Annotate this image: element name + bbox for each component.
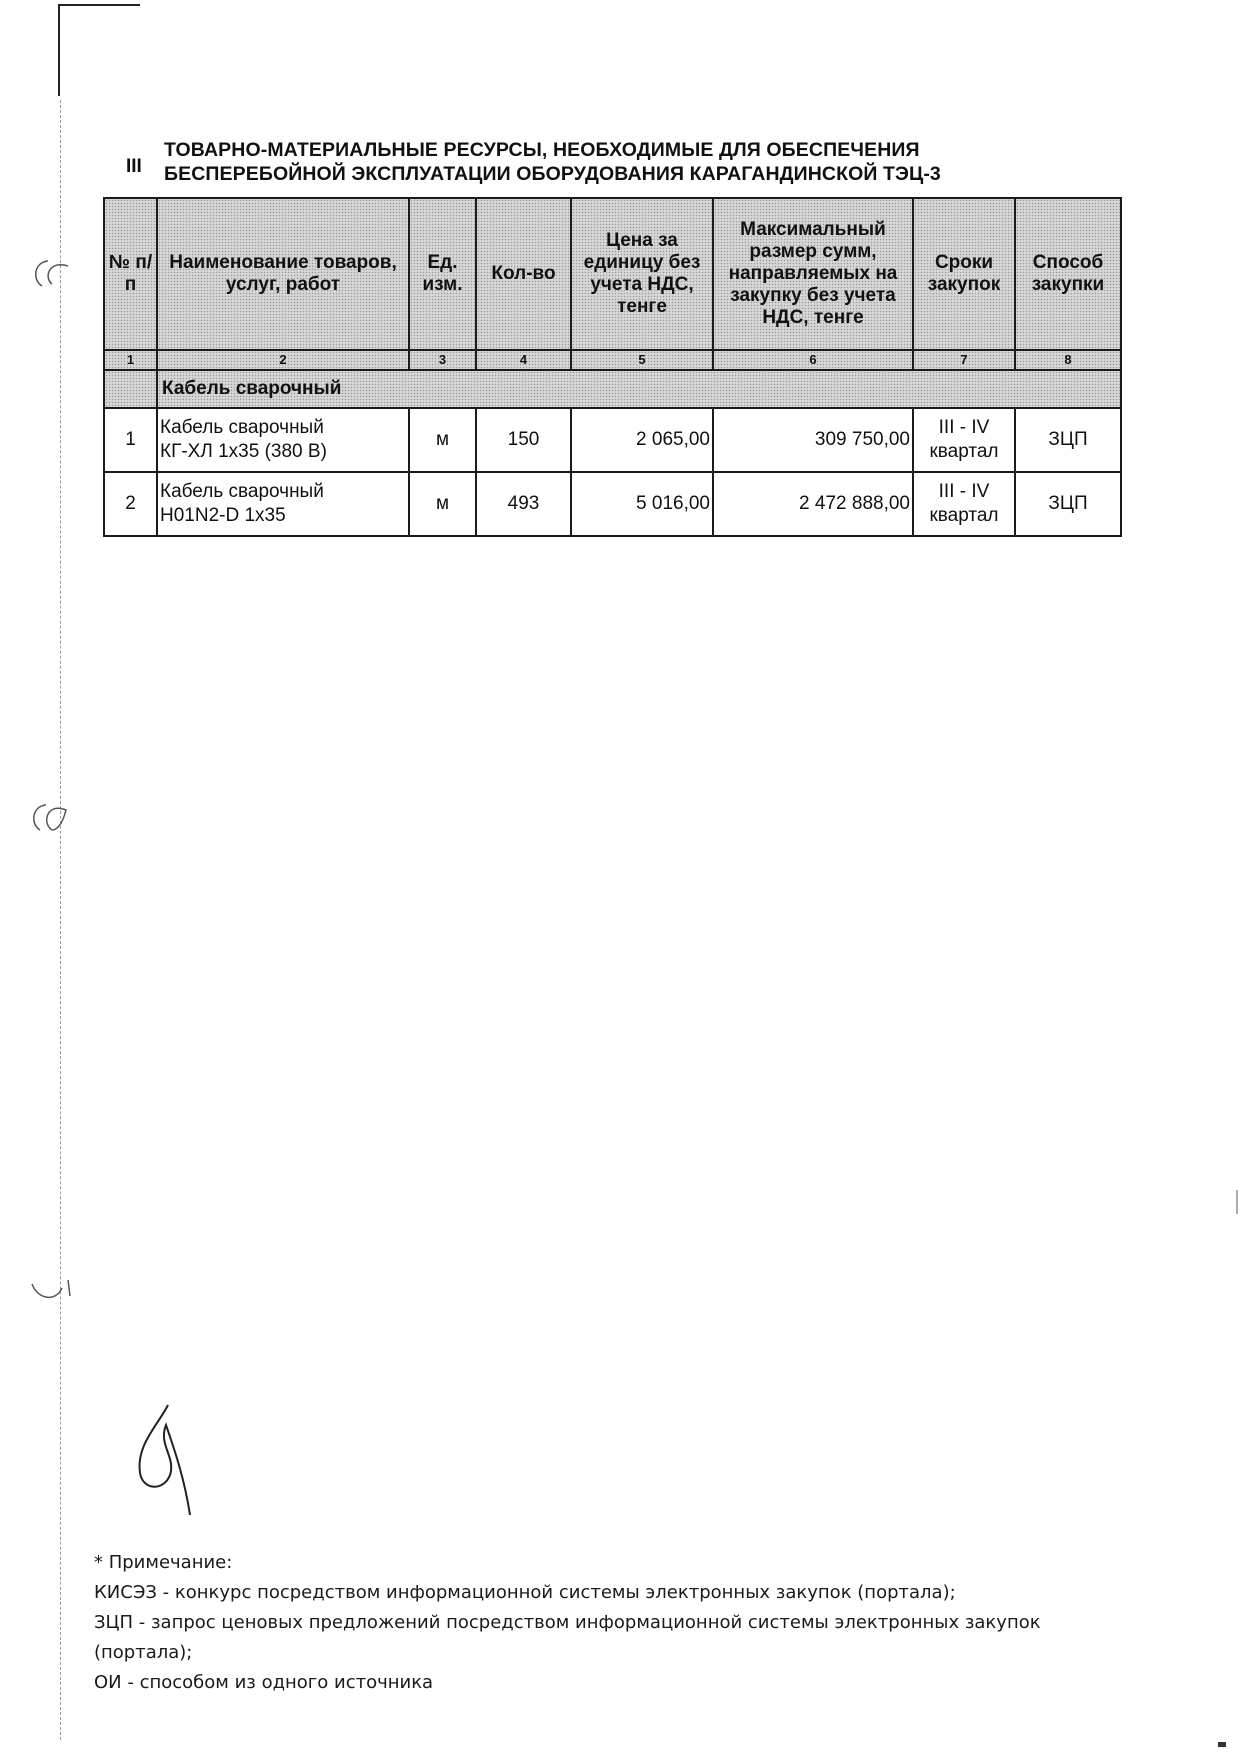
table-header-row <box>104 198 1121 350</box>
punch-hole-mark <box>28 256 76 292</box>
table-row <box>104 408 1121 472</box>
section-title <box>164 138 1118 186</box>
notes-block <box>94 1548 1154 1698</box>
row-unit-price: 2 065,00 <box>571 408 713 472</box>
row-unit-price: 5 016,00 <box>571 472 713 536</box>
row-period <box>913 408 1015 472</box>
row-name-line2: H01N2-D 1х35 <box>160 505 286 526</box>
row-period-line1: III - IV <box>938 417 990 438</box>
row-max-amount: 2 472 888,00 <box>713 472 913 536</box>
row-unit: м <box>409 472 476 536</box>
note-zcp-cont: (портала); <box>94 1642 193 1663</box>
row-period <box>913 472 1015 536</box>
row-name-line2: КГ-ХЛ 1х35 (380 В) <box>160 441 327 462</box>
row-method: ЗЦП <box>1015 472 1121 536</box>
row-quantity: 150 <box>476 408 571 472</box>
header-name: Наименование товаров, услуг, работ <box>157 198 409 350</box>
group-spacer <box>104 370 157 408</box>
header-quantity: Кол-во <box>476 198 571 350</box>
column-number-row <box>104 350 1121 370</box>
notes-heading: * Примечание: <box>94 1552 233 1573</box>
column-number: 2 <box>157 350 409 370</box>
goods-table <box>103 197 1122 537</box>
row-number: 2 <box>104 472 157 536</box>
row-name-line1: Кабель сварочный <box>160 417 324 438</box>
section-title-line1: ТОВАРНО-МАТЕРИАЛЬНЫЕ РЕСУРСЫ, НЕОБХОДИМЫЕ ДЛЯ ОБЕСПЕЧЕНИЯ <box>164 139 920 161</box>
row-method: ЗЦП <box>1015 408 1121 472</box>
punch-hole-mark <box>28 1274 76 1310</box>
header-method: Способ закупки <box>1015 198 1121 350</box>
header-period: Сроки закупок <box>913 198 1015 350</box>
header-unit: Ед. изм. <box>409 198 476 350</box>
row-max-amount: 309 750,00 <box>713 408 913 472</box>
column-number: 1 <box>104 350 157 370</box>
row-period-line1: III - IV <box>938 481 990 502</box>
scan-speck <box>1218 1742 1226 1747</box>
section-title-line2: БЕСПЕРЕБОЙНОЙ ЭКСПЛУАТАЦИИ ОБОРУДОВАНИЯ КАРАГАНДИНСКОЙ ТЭЦ-3 <box>164 163 941 185</box>
section-number: III <box>126 156 142 177</box>
header-number: № п/п <box>104 198 157 350</box>
row-period-line2: квартал <box>929 441 999 462</box>
row-name <box>157 408 409 472</box>
note-kisez: КИСЭЗ - конкурс посредством информационной системы электронных закупок (портала); <box>94 1582 956 1603</box>
column-number: 6 <box>713 350 913 370</box>
note-zcp: ЗЦП - запрос ценовых предложений посредством информационной системы электронных закупок <box>94 1612 1041 1633</box>
binding-edge <box>60 100 61 1740</box>
note-oi: ОИ - способом из одного источника <box>94 1672 434 1693</box>
header-max-amount: Максимальный размер сумм, направляемых на закупку без учета НДС, тенге <box>713 198 913 350</box>
punch-hole-mark <box>28 800 76 836</box>
column-number: 8 <box>1015 350 1121 370</box>
column-number: 7 <box>913 350 1015 370</box>
row-quantity: 493 <box>476 472 571 536</box>
group-row <box>104 370 1121 408</box>
row-number: 1 <box>104 408 157 472</box>
row-period-line2: квартал <box>929 505 999 526</box>
group-title: Кабель сварочный <box>157 370 1121 408</box>
column-number: 4 <box>476 350 571 370</box>
section-header <box>118 138 1118 186</box>
header-unit-price: Цена за единицу без учета НДС, тенге <box>571 198 713 350</box>
column-number: 3 <box>409 350 476 370</box>
column-number: 5 <box>571 350 713 370</box>
row-name <box>157 472 409 536</box>
row-unit: м <box>409 408 476 472</box>
table-row <box>104 472 1121 536</box>
scan-speck <box>1236 1190 1238 1214</box>
scan-corner-mark <box>58 4 140 96</box>
row-name-line1: Кабель сварочный <box>160 481 324 502</box>
handwritten-signature <box>128 1395 208 1525</box>
